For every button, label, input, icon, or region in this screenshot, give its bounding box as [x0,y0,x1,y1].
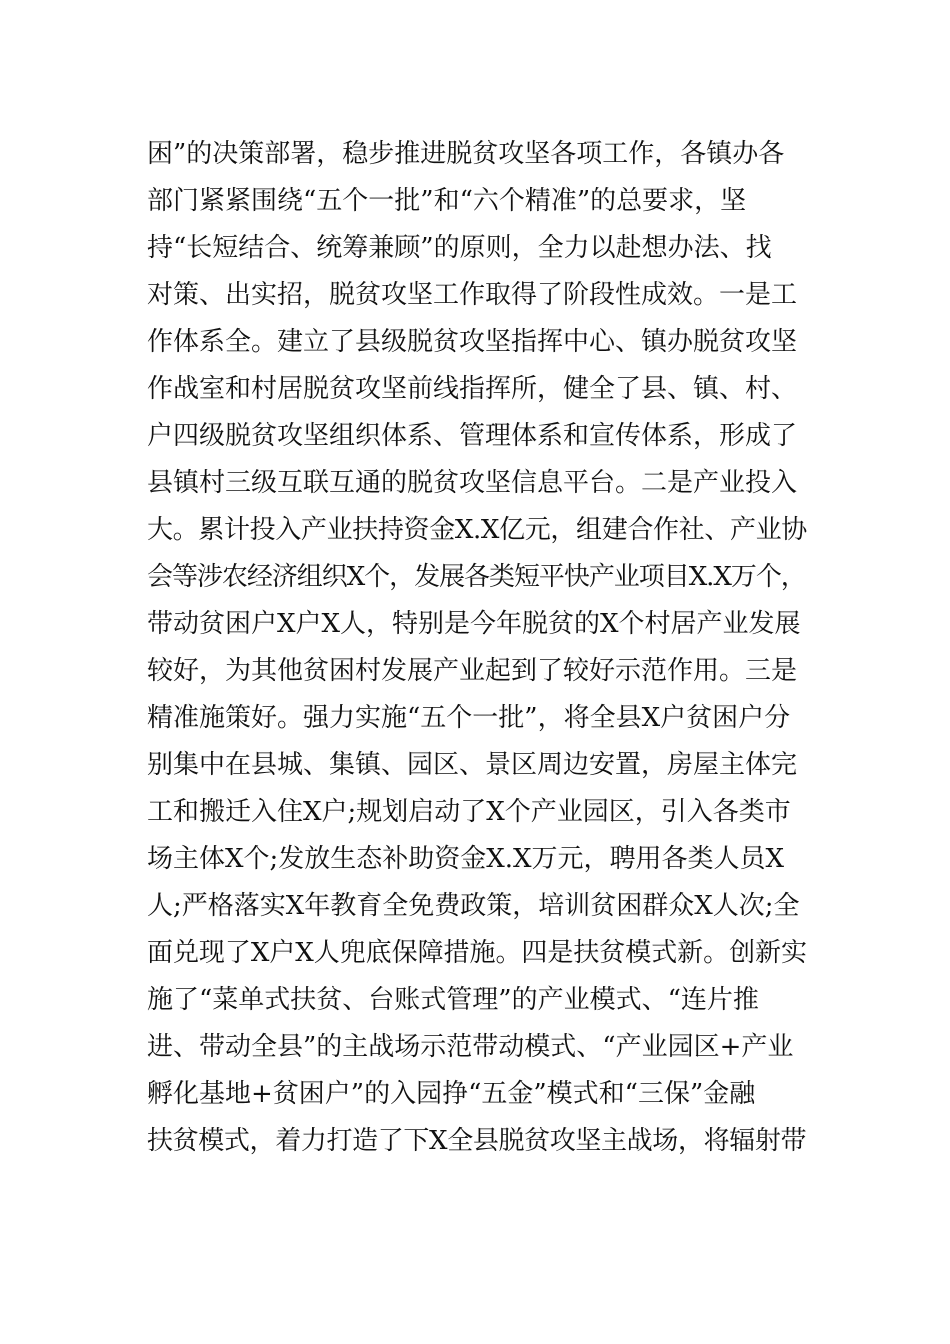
text-line: 大。累计投入产业扶持资金X.X亿元，组建合作社、产业协 [147,515,807,545]
text-line: 会等涉农经济组织X个，发展各类短平快产业项目X.X万个， [147,562,806,592]
text-line: 人;严格落实X年教育全免费政策，培训贫困群众X人次;全 [147,891,800,921]
text-line: 部门紧紧围绕“五个一批”和“六个精准”的总要求，坚 [147,186,747,216]
text-line: 作体系全。建立了县级脱贫攻坚指挥中心、镇办脱贫攻坚 [147,327,798,357]
text-line: 别集中在县城、集镇、园区、景区周边安置，房屋主体完 [147,750,798,780]
text-line: 较好，为其他贫困村发展产业起到了较好示范作用。三是 [147,656,798,686]
text-line: 扶贫模式，着力打造了下X全县脱贫攻坚主战场，将辐射带 [147,1126,807,1156]
text-line: 持“长短结合、统筹兼顾”的原则，全力以赴想办法、找 [147,233,772,263]
text-line: 面兑现了X户X人兜底保障措施。四是扶贫模式新。创新实 [147,938,807,968]
text-line: 对策、出实招，脱贫攻坚工作取得了阶段性成效。一是工 [147,280,798,310]
text-line: 施了“菜单式扶贫、台账式管理”的产业模式、“连片推 [147,985,759,1015]
text-line: 作战室和村居脱贫攻坚前线指挥所，健全了县、镇、村、 [147,374,798,404]
text-line: 户四级脱贫攻坚组织体系、管理体系和宣传体系，形成了 [147,421,798,451]
text-line: 工和搬迁入住X户;规划启动了X个产业园区，引入各类市 [147,797,791,827]
text-line: 县镇村三级互联互通的脱贫攻坚信息平台。二是产业投入 [147,468,798,498]
text-line: 带动贫困户X户X人，特别是今年脱贫的X个村居产业发展 [147,609,801,639]
text-line: 进、带动全县”的主战场示范带动模式、“产业园区+产业 [147,1032,794,1062]
text-line: 孵化基地+贫困户”的入园挣“五金”模式和“三保”金融 [147,1079,756,1109]
text-line: 场主体X个;发放生态补助资金X.X万元，聘用各类人员X [147,844,785,874]
body-text [147,131,807,1165]
text-line: 精准施策好。强力实施“五个一批”，将全县X户贫困户分 [147,703,791,733]
text-line: 困”的决策部署，稳步推进脱贫攻坚各项工作，各镇办各 [147,139,785,169]
